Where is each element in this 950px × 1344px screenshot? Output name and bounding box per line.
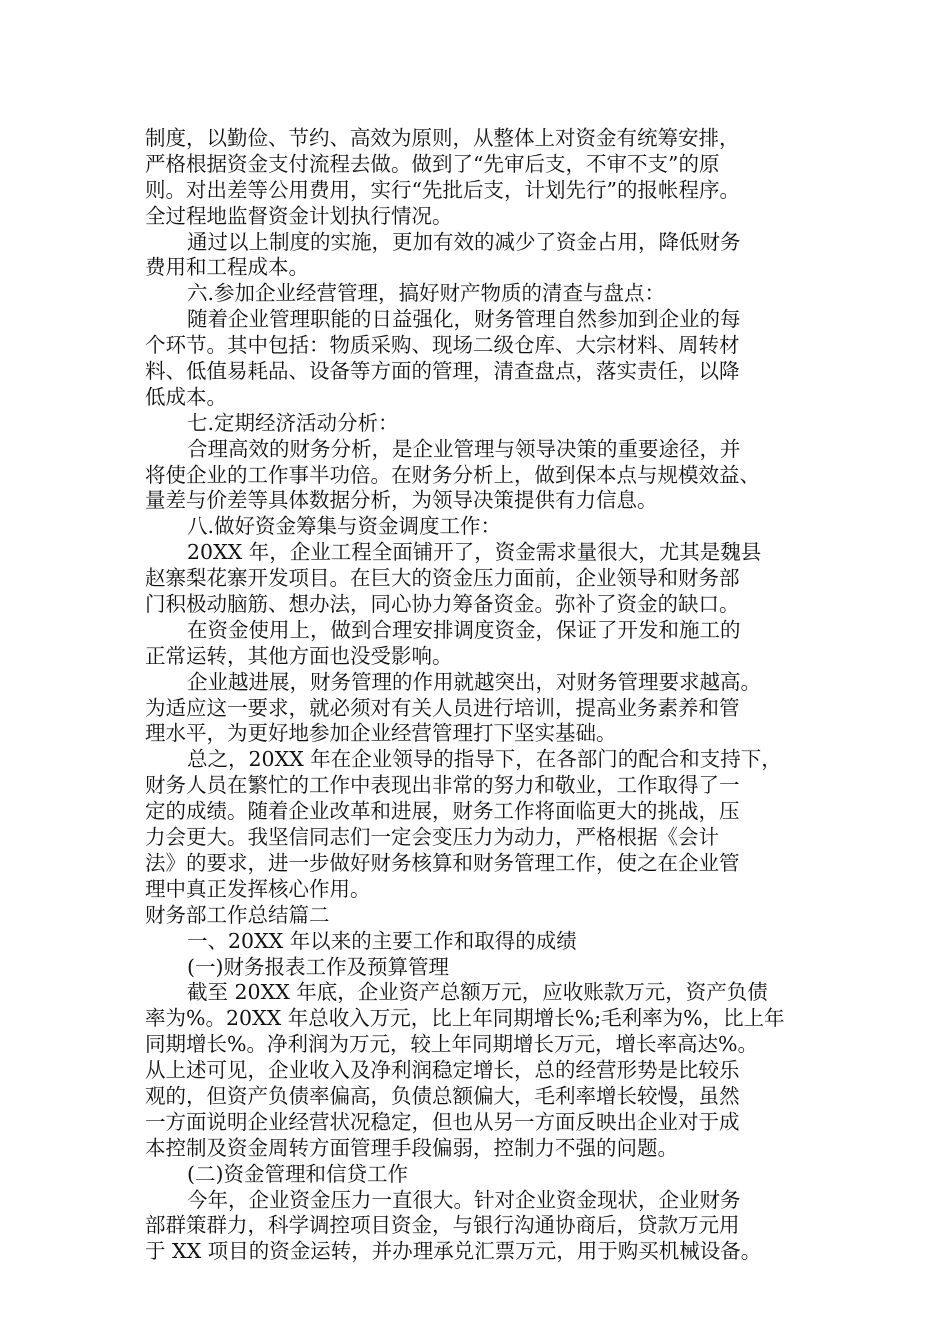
text-line: 低成本。 [145,384,227,409]
text-line: 正常运转，其他方面也没受影响。 [145,643,453,668]
text-line: 制度，以勤俭、节约、高效为原则，从整体上对资金有统筹安排， [145,126,740,150]
text-line: 力会更大。我坚信同志们一定会变压力为动力，严格根据《会计 [145,825,719,850]
text-line: 料、低值易耗品、设备等方面的管理，清查盘点，落实责任，以降 [145,359,740,384]
text-line: 理水平，为更好地参加企业经营管理打下坚实基础。 [145,721,617,746]
text-line: 严格根据资金支付流程去做。做到了“先审后支，不审不支”的原 [145,151,720,176]
text-line: 一、20XX 年以来的主要工作和取得的成绩 [187,928,577,953]
text-line: 则。对出差等公用费用，实行“先批后支，计划先行”的报帐程序。 [145,177,740,202]
text-line: 量差与价差等具体数据分析，为领导决策提供有力信息。 [145,488,658,513]
text-line: 财务部工作总结篇二 [145,902,330,927]
text-line: 随着企业管理职能的日益强化，财务管理自然参加到企业的每 [187,307,741,332]
text-line: (一)财务报表工作及预算管理 [187,954,449,979]
text-line: 20XX 年，企业工程全面铺开了，资金需求量很大，尤其是魏县 [187,540,762,565]
text-line: 全过程地监督资金计划执行情况。 [145,203,453,228]
text-line: 个环节。其中包括：物质采购、现场二级仓库、大宗材料、周转材 [145,333,740,358]
text-line: 率为%。20XX 年总收入万元，比上年同期增长%;毛利率为%，比上年 [145,1006,785,1031]
document-body [145,126,811,1265]
text-line: 八.做好资金筹集与资金调度工作： [187,514,502,539]
text-line: 总之，20XX 年在企业领导的指导下，在各部门的配合和支持下， [187,747,782,772]
text-line: 企业越进展，财务管理的作用就越突出，对财务管理要求越高。 [187,669,761,694]
text-line: 今年，企业资金压力一直很大。针对企业资金现状，企业财务 [187,1187,741,1212]
text-line: 门积极动脑筋、想办法，同心协力筹备资金。弥补了资金的缺口。 [145,592,740,617]
text-line: 七.定期经济活动分析： [187,410,399,435]
text-line: 从上述可见，企业收入及净利润稳定增长，总的经营形势是比较乐 [145,1058,740,1083]
text-line: 同期增长%。净利润为万元，较上年同期增长万元，增长率高达%。 [145,1032,758,1057]
text-line: 财务人员在繁忙的工作中表现出非常的努力和敬业，工作取得了一 [145,773,740,798]
text-line: 一方面说明企业经营状况稳定，但也从另一方面反映出企业对于成 [145,1109,740,1134]
text-line: 六.参加企业经营管理，搞好财产物质的清查与盘点： [187,281,666,306]
text-line: 为适应这一要求，就必须对有关人员进行培训，提高业务素养和管 [145,695,740,720]
text-line: 截至 20XX 年底，企业资产总额万元，应收账款万元，资产负债 [187,980,768,1005]
text-line: 合理高效的财务分析，是企业管理与领导决策的重要途径，并 [187,436,741,461]
text-line: 赵寨梨花寨开发项目。在巨大的资金压力面前，企业领导和财务部 [145,566,740,591]
text-line: 于 XX 项目的资金运转，并办理承兑汇票万元，用于购买机械设备。 [145,1239,762,1264]
text-line: 法》的要求，进一步做好财务核算和财务管理工作，使之在企业管 [145,850,740,875]
text-line: 在资金使用上，做到合理安排调度资金，保证了开发和施工的 [187,617,741,642]
text-line: 费用和工程成本。 [145,255,309,280]
text-line: 本控制及资金周转方面管理手段偏弱，控制力不强的问题。 [145,1135,678,1160]
text-line: 观的，但资产负债率偏高，负债总额偏大，毛利率增长较慢，虽然 [145,1083,740,1108]
text-line: (二)资金管理和信贷工作 [187,1161,408,1186]
text-line: 部群策群力，科学调控项目资金，与银行沟通协商后，贷款万元用 [145,1213,740,1238]
text-line: 理中真正发挥核心作用。 [145,876,371,901]
text-line: 将使企业的工作事半功倍。在财务分析上，做到保本点与规模效益、 [145,462,760,487]
text-line: 定的成绩。随着企业改革和进展，财务工作将面临更大的挑战，压 [145,799,740,824]
text-line: 通过以上制度的实施，更加有效的减少了资金占用，降低财务 [187,229,741,254]
